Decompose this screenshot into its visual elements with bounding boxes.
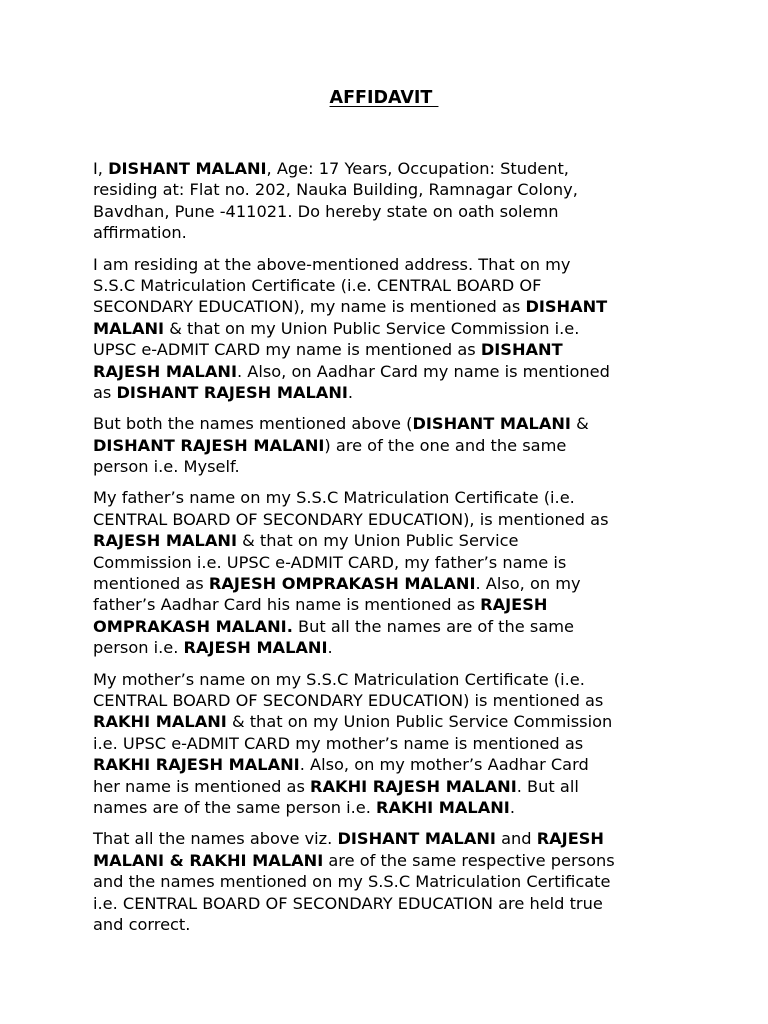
paragraph-line xyxy=(93,413,683,434)
text-run: . Also, on my mother’s Aadhar Card xyxy=(299,755,589,775)
text-run: father’s Aadhar Card his name is mentioned as xyxy=(93,595,481,615)
paragraph-line xyxy=(93,339,683,360)
paragraph-line xyxy=(93,318,683,339)
text-run: My mother’s name on my S.S.C Matriculation Certificate (i.e. xyxy=(93,669,585,689)
paragraph-line xyxy=(93,669,683,690)
paragraph-line xyxy=(93,733,683,754)
text-run: UPSC e-ADMIT CARD my name is mentioned as xyxy=(93,340,481,360)
text-run: & that on my Union Public Service Commission i.e. xyxy=(164,318,580,338)
paragraph-5 xyxy=(93,669,683,819)
text-run: S.S.C Matriculation Certificate (i.e. CENTRAL BOARD OF xyxy=(93,275,542,295)
text-run: ) are of the one and the same xyxy=(324,435,567,455)
paragraph-line xyxy=(93,509,683,530)
paragraph-line xyxy=(93,754,683,775)
text-run: . xyxy=(509,797,515,817)
text-run: I, xyxy=(93,159,109,178)
text-run: i.e. UPSC e-ADMIT CARD my mother’s name is mentioned as xyxy=(93,733,584,753)
text-run: i.e. CENTRAL BOARD OF SECONDARY EDUCATION are held true xyxy=(93,893,603,913)
paragraph-line xyxy=(93,487,683,508)
bold-name-text: DISHANT MALANI xyxy=(412,414,571,434)
text-run: affirmation. xyxy=(93,223,187,243)
text-run: names are of the same person i.e. xyxy=(93,797,377,817)
paragraph-line xyxy=(93,275,683,296)
bold-name-text: RAKHI RAJESH MALANI xyxy=(310,776,517,796)
text-run: residing at: Flat no. 202, Nauka Building, Ramnagar Colony, xyxy=(93,180,578,200)
bold-name-text: RAJESH MALANI xyxy=(93,531,237,551)
paragraph-line xyxy=(93,711,683,732)
paragraph-1 xyxy=(93,158,683,244)
paragraph-line xyxy=(93,361,683,382)
text-run: . xyxy=(347,382,354,402)
text-run: & xyxy=(570,414,589,434)
text-run: My father’s name on my S.S.C Matriculation Certificate (i.e. xyxy=(93,488,575,508)
text-run: That all the names above viz. xyxy=(93,829,338,849)
bold-name-text: RAJESH MALANI xyxy=(93,361,237,381)
text-run: are of the same respective persons xyxy=(323,850,615,870)
paragraph-line xyxy=(93,530,683,551)
text-run: CENTRAL BOARD OF SECONDARY EDUCATION), is mentioned as xyxy=(93,509,609,529)
bold-name-text: DISHANT xyxy=(480,340,563,360)
text-run: I am residing at the above-mentioned address. That on my xyxy=(93,254,571,274)
text-run: But all the names are of the same xyxy=(292,616,574,636)
paragraph-line xyxy=(93,552,683,573)
text-run: SECONDARY EDUCATION), my name is mentioned as xyxy=(93,297,526,317)
paragraph-line xyxy=(93,776,683,797)
paragraph-line xyxy=(93,797,683,818)
bold-name-text: RAKHI MALANI xyxy=(376,797,510,817)
paragraph-3 xyxy=(93,413,683,477)
paragraph-line xyxy=(93,222,683,243)
paragraph-line xyxy=(93,179,683,200)
paragraph-line xyxy=(93,914,683,935)
bold-name-text: OMPRAKASH MALANI. xyxy=(93,616,293,636)
paragraph-line xyxy=(93,828,683,849)
text-run: and the names mentioned on my S.S.C Matriculation Certificate xyxy=(93,872,611,892)
document-body xyxy=(93,158,768,935)
paragraph-line xyxy=(93,690,683,711)
text-run: and correct. xyxy=(93,914,191,934)
paragraph-line xyxy=(93,594,683,615)
paragraph-line xyxy=(93,850,683,871)
bold-name-text: RAJESH MALANI xyxy=(183,638,328,658)
paragraph-line xyxy=(93,435,683,456)
bold-name-text: RAKHI MALANI xyxy=(93,712,227,732)
paragraph-line xyxy=(93,637,683,658)
bold-name-text: DISHANT RAJESH MALANI xyxy=(116,382,348,402)
text-run: & that on my Union Public Service xyxy=(236,531,519,551)
bold-name-text: DISHANT MALANI xyxy=(337,829,496,849)
paragraph-line xyxy=(93,573,683,594)
text-run: . But all xyxy=(516,776,579,796)
bold-name-text: DISHANT xyxy=(525,297,608,317)
document-title: AFFIDAVIT xyxy=(329,88,439,108)
paragraph-2 xyxy=(93,254,683,404)
text-run: person i.e. Myself. xyxy=(93,457,240,477)
paragraph-line xyxy=(93,871,683,892)
text-run: as xyxy=(93,382,117,402)
text-run: person i.e. xyxy=(93,638,184,658)
bold-name-text: RAJESH xyxy=(536,829,604,849)
bold-name-text: RAJESH xyxy=(480,595,548,615)
text-run: . Also, on Aadhar Card my name is mentioned xyxy=(236,361,610,381)
text-run: & that on my Union Public Service Commission xyxy=(226,712,613,732)
paragraph-line xyxy=(93,616,683,637)
text-run: Bavdhan, Pune -411021. Do hereby state on oath solemn xyxy=(93,201,559,221)
paragraph-line xyxy=(93,158,683,179)
paragraph-line xyxy=(93,296,683,317)
paragraph-line xyxy=(93,201,683,222)
text-run: . xyxy=(327,638,333,658)
text-run: mentioned as xyxy=(93,574,209,594)
paragraph-line xyxy=(93,893,683,914)
bold-name-text: DISHANT RAJESH MALANI xyxy=(93,435,325,455)
paragraph-line xyxy=(93,382,683,403)
text-run: , Age: 17 Years, Occupation: Student, xyxy=(266,159,569,178)
bold-name-text: RAJESH OMPRAKASH MALANI xyxy=(208,574,476,594)
text-run: CENTRAL BOARD OF SECONDARY EDUCATION) is mentioned as xyxy=(93,690,604,710)
bold-name-text: RAKHI RAJESH MALANI xyxy=(93,755,300,775)
text-run: and xyxy=(495,829,537,849)
paragraph-4 xyxy=(93,487,683,658)
paragraph-line xyxy=(93,456,683,477)
text-run: Commission i.e. UPSC e-ADMIT CARD, my father’s name is xyxy=(93,552,567,572)
text-run: . Also, on my xyxy=(475,574,581,594)
bold-name-text: MALANI xyxy=(93,318,165,338)
text-run: But both the names mentioned above ( xyxy=(93,414,413,434)
text-run: her name is mentioned as xyxy=(93,776,311,796)
bold-name-text: DISHANT MALANI xyxy=(108,159,267,178)
paragraph-line xyxy=(93,254,683,275)
bold-name-text: MALANI & RAKHI MALANI xyxy=(93,850,324,870)
paragraph-6 xyxy=(93,828,683,935)
